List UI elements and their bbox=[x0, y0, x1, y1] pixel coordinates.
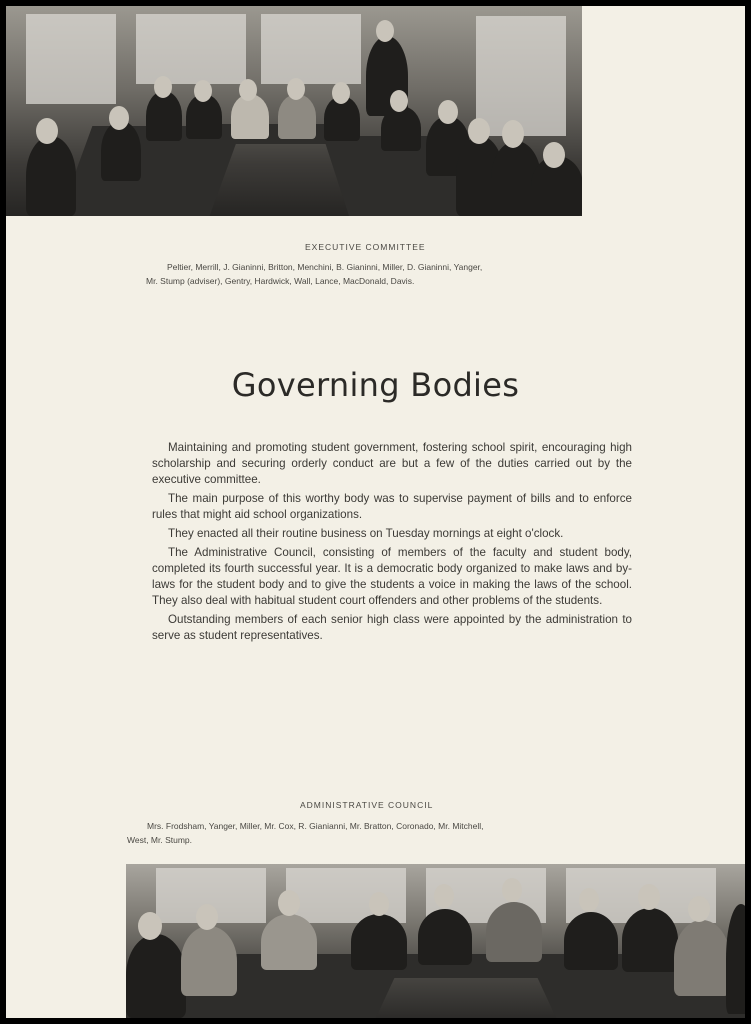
executive-committee-names-line2: Mr. Stump (adviser), Gentry, Hardwick, Wall, Lance, MacDonald, Davis. bbox=[146, 276, 415, 286]
administrative-council-names-line1: Mrs. Frodsham, Yanger, Miller, Mr. Cox, R. Gianianni, Mr. Bratton, Coronado, Mr. Mitchell, bbox=[147, 821, 484, 831]
paragraph: The Administrative Council, consisting of members of the faculty and student body, completed its fourth successful year. It is a democratic body organized to make laws and by-laws for the student body and to give the students a voice in making the laws of the school. They also deal with habitual student court offenders and other problems of the students. bbox=[152, 546, 632, 607]
paragraph: They enacted all their routine business on Tuesday mornings at eight o'clock. bbox=[168, 527, 564, 540]
paragraph: The main purpose of this worthy body was to supervise payment of bills and to enforce rules that might aid school organizations. bbox=[152, 492, 632, 521]
executive-committee-caption-title: EXECUTIVE COMMITTEE bbox=[305, 242, 426, 252]
yearbook-page bbox=[6, 6, 745, 1018]
administrative-council-caption-title: ADMINISTRATIVE COUNCIL bbox=[300, 800, 434, 810]
executive-committee-photo bbox=[6, 6, 582, 216]
paragraph: Maintaining and promoting student government, fostering school spirit, encouraging high scholarship and securing orderly conduct are but a few of the duties carried out by the executive committee. bbox=[152, 441, 632, 486]
executive-committee-names-line1: Peltier, Merrill, J. Gianinni, Britton, Menchini, B. Gianinni, Miller, D. Gianinni, Yanger, bbox=[167, 262, 483, 272]
body-text bbox=[152, 440, 632, 647]
administrative-council-photo bbox=[126, 864, 745, 1018]
page-heading: Governing Bodies bbox=[231, 366, 520, 404]
paragraph: Outstanding members of each senior high class were appointed by the administration to serve as student representatives. bbox=[152, 613, 632, 642]
administrative-council-names-line2: West, Mr. Stump. bbox=[127, 835, 193, 845]
